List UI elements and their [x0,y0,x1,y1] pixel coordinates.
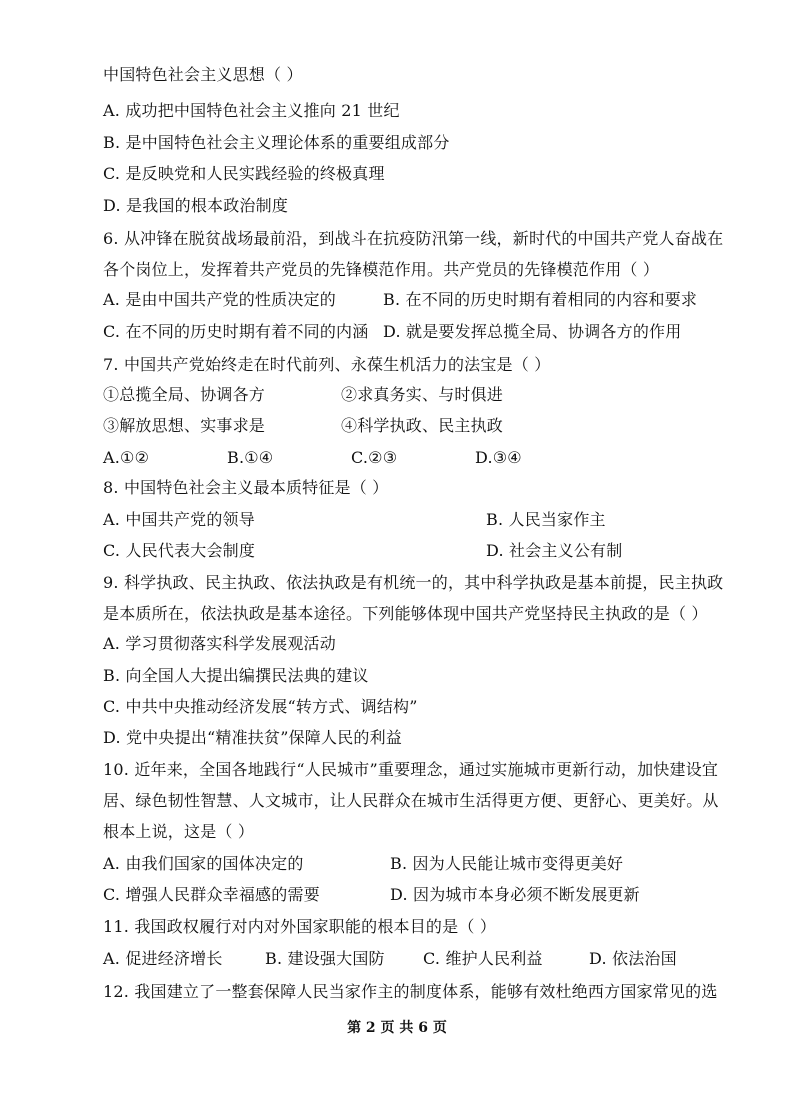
q6-option-b: B. 在不同的历史时期有着相同的内容和要求 [383,290,698,309]
q11-option-b: B. 建设强大国防 [265,949,385,968]
q6-options-row-2 [103,317,743,347]
q8-option-b: B. 人民当家作主 [486,510,606,529]
q5-option-a: A. 成功把中国特色社会主义推向 21 世纪 [103,101,400,120]
q7-stem: 7. 中国共产党始终走在时代前列、永葆生机活力的法宝是（ ） [103,355,551,374]
q8-option-a: A. 中国共产党的领导 [103,510,255,529]
q9-option-b: B. 向全国人大提出编撰民法典的建议 [103,666,369,685]
q6-stem-line-1: 6. 从冲锋在脱贫战场最前沿，到战斗在抗疫防汛第一线，新时代的中国共产党人奋战在 [103,229,724,248]
q10-options-row-1 [103,849,743,879]
q10-stem-line-2: 居、绿色韧性智慧、人文城市，让人民群众在城市生活得更方便、更舒心、更美好。从 [103,791,719,810]
q11-options-row [103,944,743,974]
q9-option-d: D. 党中央提出“精准扶贫”保障人民的利益 [103,728,402,747]
q12-stem: 12. 我国建立了一整套保障人民当家作主的制度体系，能够有效杜绝西方国家常见的选 [103,982,718,1001]
q8-options-row-1 [103,505,743,535]
q11-stem: 11. 我国政权履行对内对外国家职能的根本目的是（ ） [103,917,497,936]
q7-item-1: ①总揽全局、协调各方 [103,385,266,404]
q7-option-b: B.①④ [227,448,274,467]
q10-option-b: B. 因为人民能让城市变得更美好 [390,854,624,873]
q7-option-c: C.②③ [351,448,398,467]
q8-option-d: D. 社会主义公有制 [486,541,623,560]
q7-item-3: ③解放思想、实事求是 [103,416,266,435]
q8-stem: 8. 中国特色社会主义最本质特征是（ ） [103,478,389,497]
q7-option-d: D.③④ [475,448,522,467]
q10-stem-line-1: 10. 近年来，全国各地践行“人民城市”重要理念，通过实施城市更新行动，加快建设宜 [103,760,719,779]
q11-option-a: A. 促进经济增长 [103,949,223,968]
q7-options-row [103,443,743,473]
q9-option-c: C. 中共中央推动经济发展“转方式、调结构” [103,697,418,716]
q7-option-a: A.①② [103,448,150,467]
q9-option-a: A. 学习贯彻落实科学发展观活动 [103,634,336,653]
q8-options-row-2 [103,536,743,566]
q5-option-b: B. 是中国特色社会主义理论体系的重要组成部分 [103,133,450,152]
q5-option-c: C. 是反映党和人民实践经验的终极真理 [103,164,385,183]
q6-stem-line-2: 各个岗位上，发挥着共产党员的先锋模范作用。共产党员的先锋模范作用（ ） [103,260,660,279]
q7-item-4: ④科学执政、民主执政 [341,416,504,435]
q6-option-a: A. 是由中国共产党的性质决定的 [103,290,336,309]
q9-stem-line-2: 是本质所在，依法执政是基本途径。下列能够体现中国共产党坚持民主执政的是（ ） [103,604,708,623]
q10-stem-line-3: 根本上说，这是（ ） [103,822,255,841]
q7-items-row-1 [103,380,743,410]
q10-option-d: D. 因为城市本身必须不断发展更新 [390,885,640,904]
q11-option-c: C. 维护人民利益 [423,949,543,968]
q5-option-d: D. 是我国的根本政治制度 [103,196,289,215]
q9-stem-line-1: 9. 科学执政、民主执政、依法执政是有机统一的，其中科学执政是基本前提，民主执政 [103,573,724,592]
q11-option-d: D. 依法治国 [589,949,677,968]
q6-option-c: C. 在不同的历史时期有着不同的内涵 [103,322,369,341]
q6-option-d: D. 就是要发挥总揽全局、协调各方的作用 [383,322,682,341]
q7-item-2: ②求真务实、与时俱进 [341,385,504,404]
q10-options-row-2 [103,880,743,910]
q10-option-a: A. 由我们国家的国体决定的 [103,854,304,873]
q8-option-c: C. 人民代表大会制度 [103,541,256,560]
q7-items-row-2 [103,411,743,441]
q5-stem-tail: 中国特色社会主义思想（ ） [103,65,303,84]
page-number-footer: 第 2 页 共 6 页 [347,1020,447,1036]
q10-option-c: C. 增强人民群众幸福感的需要 [103,885,320,904]
q6-options-row-1 [103,285,743,315]
